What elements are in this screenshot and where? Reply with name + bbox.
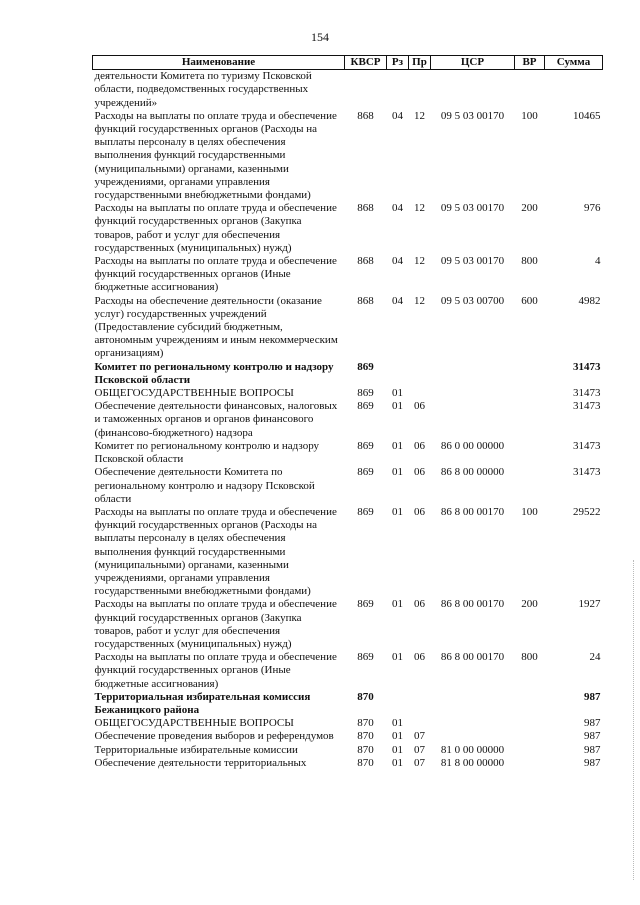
cell-pr <box>409 387 431 400</box>
cell-name: Обеспечение деятельности финансовых, налоговых и таможенных органов и органов финансового (финансово-бюджетного) надзора <box>94 400 338 439</box>
cell-csr <box>431 717 515 730</box>
table-row <box>93 757 603 770</box>
cell-rz: 01 <box>392 400 403 413</box>
cell-kvsr: 870 <box>357 743 374 756</box>
cell-name: Комитет по региональному контролю и надзору Псковской области <box>94 360 334 386</box>
column-header-kvsr: КВСР <box>345 56 387 70</box>
cell-name: Расходы на выплаты по оплате труда и обеспечение функций государственных органов (Расходы на выплаты персоналу в целях обеспечения выполнения функций государственными (муниципальными) органами, казенными учреждениями, органами управления государственными внебюджетными фондами) <box>94 109 337 202</box>
cell-pr: 12 <box>414 202 425 215</box>
cell-rz: 04 <box>392 109 403 122</box>
cell-vr <box>515 691 545 717</box>
table-row <box>93 361 603 387</box>
cell-csr <box>431 387 515 400</box>
cell-rz: 04 <box>392 255 403 268</box>
cell-csr: 86 8 00 00170 <box>440 505 505 518</box>
cell-name: деятельности Комитета по туризму Псковской области, подведомственных государственных учреждений» <box>94 70 312 109</box>
cell-rz: 04 <box>392 202 403 215</box>
cell-name: Обеспечение деятельности Комитета по региональному контролю и надзору Псковской области <box>94 466 315 505</box>
table-row <box>93 466 603 506</box>
cell-csr: 86 8 00 00170 <box>440 651 505 664</box>
cell-name: Расходы на выплаты по оплате труда и обеспечение функций государственных органов (Закупка товаров, работ и услуг для обеспечения государственных (муниципальных) нужд) <box>94 598 337 650</box>
cell-csr: 09 5 03 00170 <box>440 202 505 215</box>
cell-kvsr: 868 <box>357 294 374 307</box>
cell-csr <box>431 691 515 717</box>
cell-csr: 09 5 03 00170 <box>440 255 505 268</box>
cell-name: Расходы на выплаты по оплате труда и обеспечение функций государственных органов (Расходы на выплаты персоналу в целях обеспечения выполнения функций государственными (муниципальными) органами, казенными учреждениями, органами управления государственными внебюджетными фондами) <box>94 505 337 598</box>
cell-name: Расходы на выплаты по оплате труда и обеспечение функций государственных органов (Закупка товаров, работ и услуг для обеспечения государственных (муниципальных) нужд) <box>94 202 337 254</box>
cell-sum: 24 <box>589 651 601 664</box>
cell-vr <box>515 717 545 730</box>
cell-pr <box>409 691 431 717</box>
page-number: 154 <box>311 30 329 44</box>
table-row <box>93 730 603 743</box>
cell-sum: 31473 <box>573 360 601 373</box>
cell-kvsr <box>345 70 387 110</box>
cell-pr <box>409 717 431 730</box>
cell-name: Обеспечение деятельности территориальных <box>94 756 307 769</box>
cell-vr: 800 <box>521 255 538 268</box>
cell-csr: 81 0 00 00000 <box>440 743 505 756</box>
cell-kvsr: 869 <box>357 651 374 664</box>
cell-csr: 09 5 03 00170 <box>440 109 505 122</box>
cell-sum: 10465 <box>573 109 601 122</box>
cell-kvsr: 870 <box>357 717 374 730</box>
cell-name: Расходы на обеспечение деятельности (оказание услуг) государственных учреждений (Предоставление субсидий бюджетным, автономным учреждениям и иным некоммерческим организациям) <box>94 294 338 360</box>
table-row <box>93 295 603 361</box>
cell-csr: 09 5 03 00700 <box>440 294 505 307</box>
cell-rz <box>387 361 409 387</box>
cell-vr: 200 <box>521 202 538 215</box>
cell-sum: 31473 <box>573 466 601 479</box>
cell-kvsr: 869 <box>357 439 374 452</box>
cell-pr: 06 <box>414 505 425 518</box>
scan-edge-marks <box>631 560 634 880</box>
cell-vr <box>515 730 545 743</box>
cell-kvsr: 868 <box>357 255 374 268</box>
table-row <box>93 744 603 757</box>
cell-sum: 4982 <box>578 294 601 307</box>
cell-sum: 31473 <box>573 387 601 400</box>
cell-kvsr: 869 <box>357 505 374 518</box>
cell-rz: 01 <box>392 730 403 743</box>
column-header-name: Наименование <box>93 56 345 70</box>
cell-name: Расходы на выплаты по оплате труда и обеспечение функций государственных органов (Иные бюджетные ассигнования) <box>94 255 337 294</box>
cell-pr: 06 <box>414 598 425 611</box>
cell-pr: 12 <box>414 255 425 268</box>
cell-rz: 01 <box>392 717 403 730</box>
table-row <box>93 110 603 202</box>
cell-pr: 07 <box>414 756 425 769</box>
table-row <box>93 440 603 466</box>
cell-vr <box>515 744 545 757</box>
cell-name: Обеспечение проведения выборов и референдумов <box>94 730 334 743</box>
cell-kvsr: 869 <box>357 598 374 611</box>
cell-pr: 06 <box>414 651 425 664</box>
cell-vr <box>515 400 545 440</box>
cell-csr: 86 0 00 00000 <box>440 439 505 452</box>
cell-pr: 06 <box>414 439 425 452</box>
cell-pr: 06 <box>414 466 425 479</box>
cell-rz: 01 <box>392 756 403 769</box>
cell-csr <box>431 730 515 743</box>
cell-csr: 86 8 00 00170 <box>440 598 505 611</box>
cell-sum: 987 <box>584 690 601 703</box>
cell-vr <box>515 466 545 506</box>
cell-pr: 06 <box>414 400 425 413</box>
cell-sum: 29522 <box>573 505 601 518</box>
cell-pr: 12 <box>414 294 425 307</box>
cell-rz: 04 <box>392 294 403 307</box>
cell-vr: 100 <box>521 109 538 122</box>
cell-vr <box>515 70 545 110</box>
cell-vr <box>515 387 545 400</box>
cell-kvsr: 869 <box>357 387 374 400</box>
cell-name: Территориальные избирательные комиссии <box>94 743 298 756</box>
cell-pr: 07 <box>414 743 425 756</box>
cell-kvsr: 868 <box>357 202 374 215</box>
cell-sum: 987 <box>584 730 601 743</box>
cell-pr: 07 <box>414 730 425 743</box>
cell-pr: 12 <box>414 109 425 122</box>
column-header-pr: Пр <box>409 56 431 70</box>
cell-sum: 976 <box>584 202 601 215</box>
table-row <box>93 70 603 110</box>
cell-sum <box>545 70 603 110</box>
cell-rz: 01 <box>392 387 403 400</box>
cell-vr: 200 <box>521 598 538 611</box>
cell-kvsr: 869 <box>357 466 374 479</box>
column-header-sum: Сумма <box>545 56 603 70</box>
table-header-row <box>93 56 603 70</box>
cell-sum: 31473 <box>573 439 601 452</box>
cell-csr <box>431 361 515 387</box>
table-row <box>93 400 603 440</box>
column-header-rz: Рз <box>387 56 409 70</box>
cell-rz <box>387 70 409 110</box>
column-header-csr: ЦСР <box>431 56 515 70</box>
column-header-vr: ВР <box>515 56 545 70</box>
cell-sum: 987 <box>584 743 601 756</box>
cell-pr <box>409 361 431 387</box>
cell-rz: 01 <box>392 651 403 664</box>
cell-name: ОБЩЕГОСУДАРСТВЕННЫЕ ВОПРОСЫ <box>94 387 294 400</box>
cell-vr <box>515 361 545 387</box>
cell-sum: 987 <box>584 717 601 730</box>
cell-name: Территориальная избирательная комиссия Бежаницкого района <box>94 690 311 716</box>
table-row <box>93 506 603 598</box>
cell-kvsr: 869 <box>357 360 374 373</box>
table-row <box>93 202 603 255</box>
cell-name: Комитет по региональному контролю и надзору Псковской области <box>94 439 320 466</box>
cell-kvsr: 870 <box>357 730 374 743</box>
cell-kvsr: 870 <box>357 756 374 769</box>
cell-vr <box>515 757 545 770</box>
cell-csr <box>431 70 515 110</box>
cell-rz: 01 <box>392 743 403 756</box>
cell-rz: 01 <box>392 466 403 479</box>
cell-csr: 86 8 00 00000 <box>440 466 505 479</box>
cell-sum: 1927 <box>578 598 601 611</box>
cell-vr: 800 <box>521 651 538 664</box>
cell-name: ОБЩЕГОСУДАРСТВЕННЫЕ ВОПРОСЫ <box>94 717 294 730</box>
cell-vr: 600 <box>521 294 538 307</box>
cell-sum: 4 <box>595 255 601 268</box>
cell-kvsr: 868 <box>357 109 374 122</box>
table-row <box>93 598 603 651</box>
cell-vr <box>515 440 545 466</box>
table-row <box>93 691 603 717</box>
budget-table <box>92 55 603 770</box>
table-row <box>93 255 603 295</box>
table-row <box>93 651 603 691</box>
table-body <box>93 70 603 770</box>
cell-sum: 31473 <box>573 400 601 413</box>
cell-csr: 81 8 00 00000 <box>440 756 505 769</box>
cell-rz <box>387 691 409 717</box>
cell-rz: 01 <box>392 598 403 611</box>
cell-vr: 100 <box>521 505 538 518</box>
cell-rz: 01 <box>392 439 403 452</box>
cell-name: Расходы на выплаты по оплате труда и обеспечение функций государственных органов (Иные бюджетные ассигнования) <box>94 651 337 690</box>
cell-rz: 01 <box>392 505 403 518</box>
cell-kvsr: 869 <box>357 400 374 413</box>
cell-pr <box>409 70 431 110</box>
table-row <box>93 387 603 400</box>
cell-kvsr: 870 <box>357 690 374 703</box>
cell-csr <box>431 400 515 440</box>
cell-sum: 987 <box>584 756 601 769</box>
table-row <box>93 717 603 730</box>
